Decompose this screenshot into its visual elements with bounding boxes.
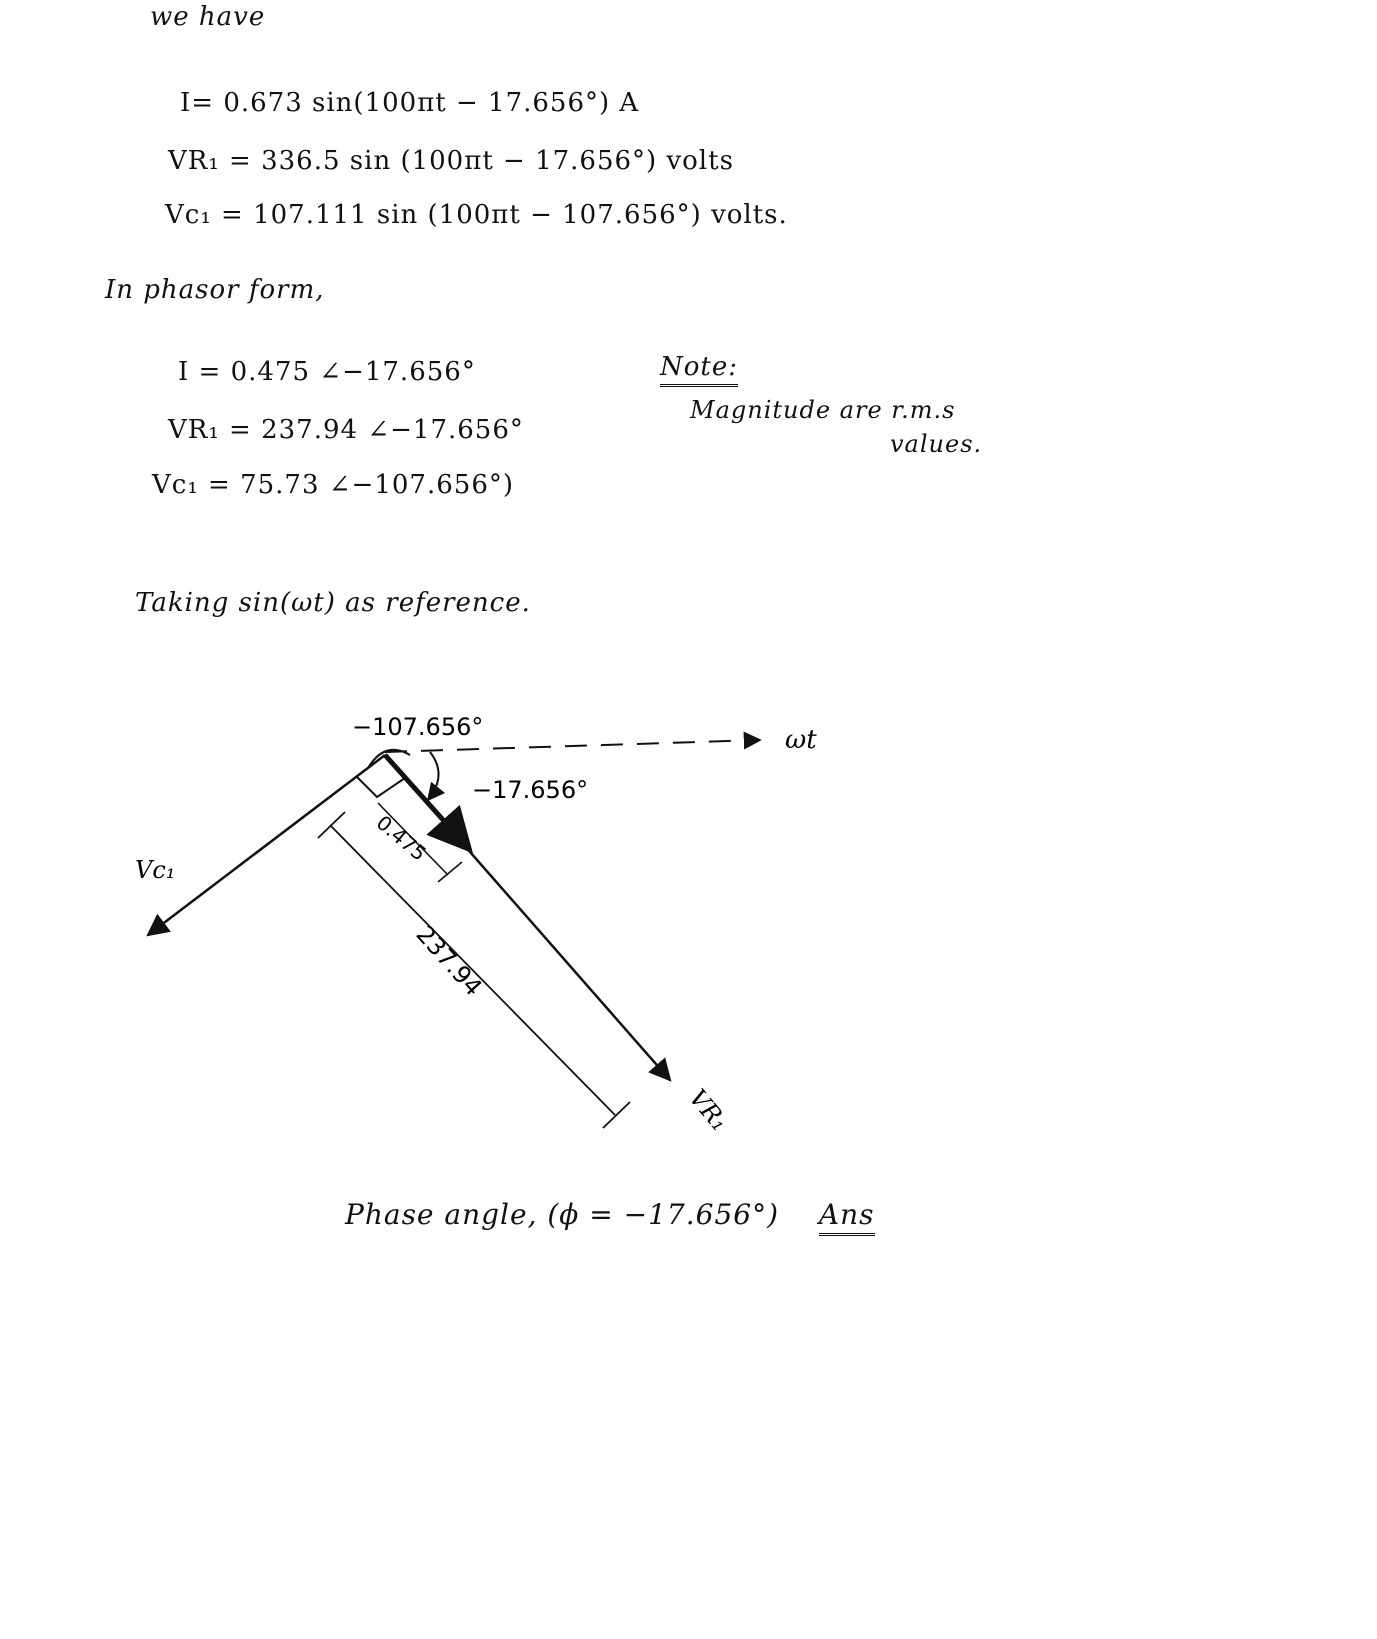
note-line-2: values. (890, 430, 983, 458)
vr-magnitude-label: 237.94 (410, 920, 488, 1002)
vr-label: VR₁ (683, 1083, 734, 1137)
i-magnitude-label: 0.475 (371, 810, 432, 866)
intro-text: we have (150, 2, 266, 32)
axis-label: ωt (785, 725, 817, 755)
angle-vc-label: −107.656° (352, 713, 484, 741)
angle-i-label: −17.656° (472, 776, 589, 804)
answer-label: Ans (819, 1198, 875, 1236)
result-line (345, 1198, 875, 1231)
vr1-equation: VR₁ = 336.5 sin (100πt − 17.656°) volts (168, 146, 734, 176)
i-dimension-tick (438, 862, 462, 882)
result-text: Phase angle, (ϕ = −17.656°) (345, 1198, 780, 1231)
phasor-current: I = 0.475 ∠−17.656° (178, 357, 476, 387)
angle-arc-i (428, 752, 439, 800)
phasor-vr1: VR₁ = 237.94 ∠−17.656° (168, 415, 524, 445)
right-angle-marker (357, 777, 405, 797)
note-title-text: Note: (660, 352, 738, 387)
vc1-equation: Vc₁ = 107.111 sin (100πt − 107.656°) volts. (165, 200, 788, 230)
vc-label: Vc₁ (135, 856, 176, 884)
phasor-intro: In phasor form, (105, 275, 325, 305)
current-equation: I= 0.673 sin(100πt − 17.656°) A (180, 88, 640, 118)
note-line-1: Magnitude are r.m.s (690, 396, 956, 424)
phasor-vc1: Vc₁ = 75.73 ∠−107.656°) (152, 470, 515, 500)
reference-axis (385, 740, 760, 752)
vr-dimension-tick-top (318, 812, 345, 838)
reference-text: Taking sin(ωt) as reference. (135, 588, 531, 618)
